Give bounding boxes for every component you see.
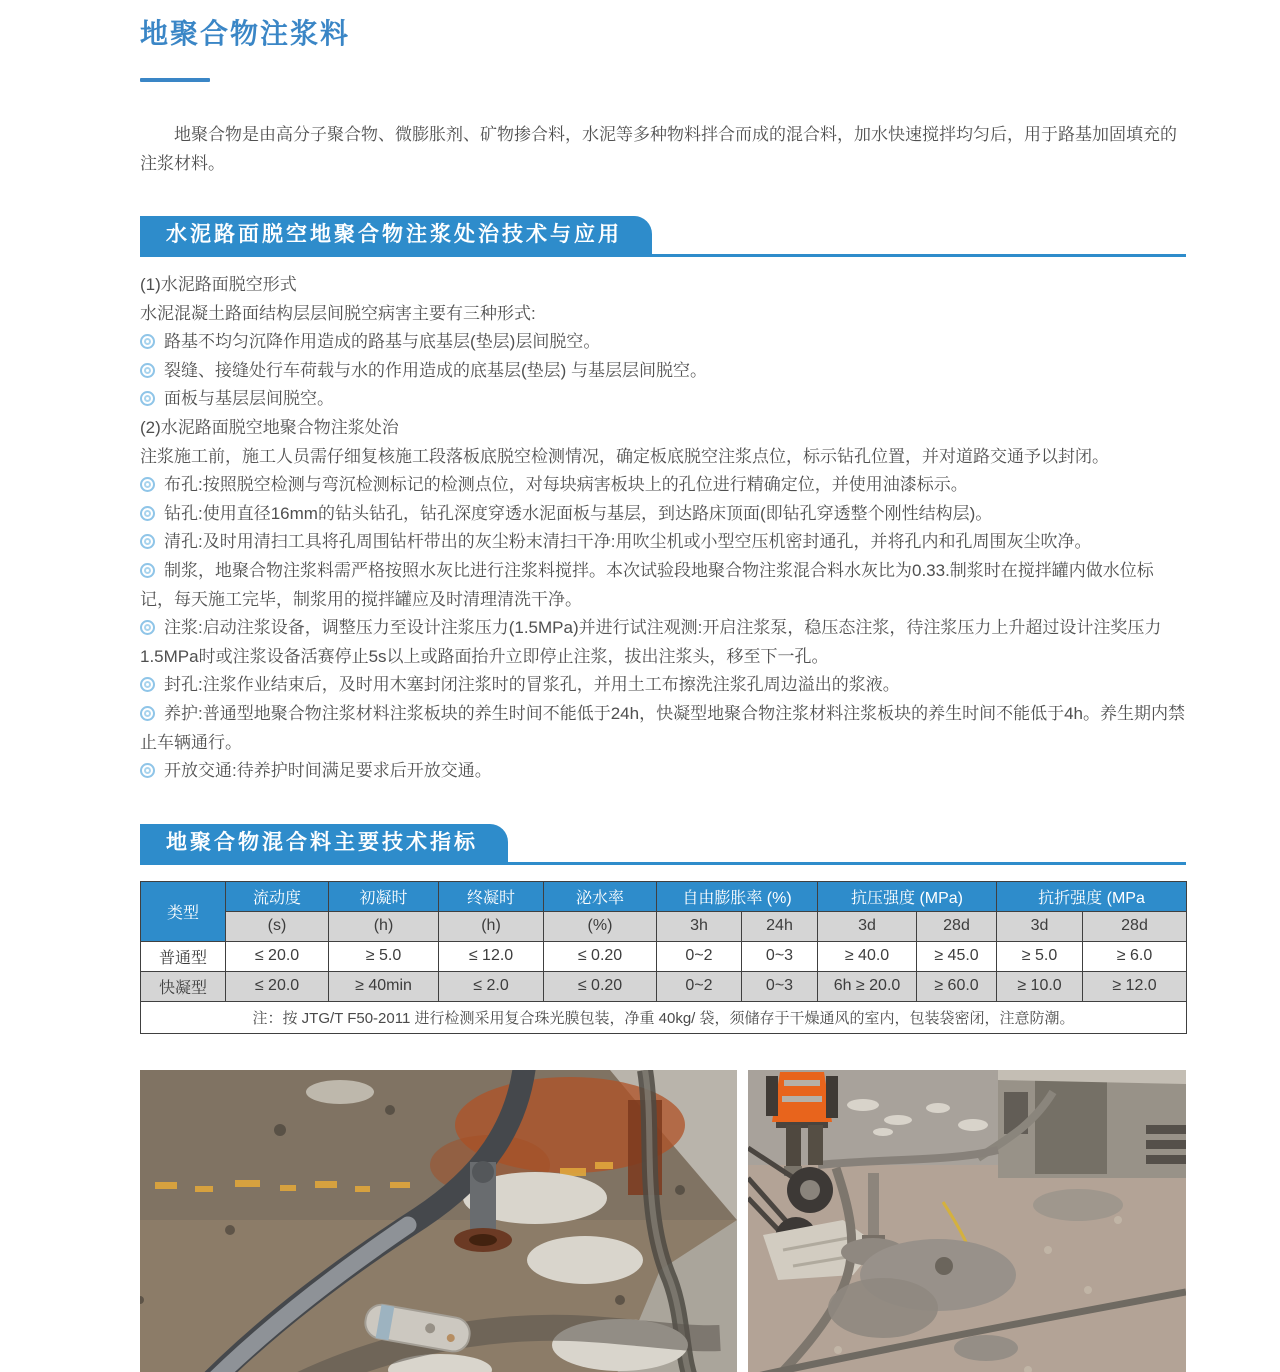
section1-banner-rule bbox=[140, 216, 1186, 257]
cell: 0~2 bbox=[657, 941, 742, 971]
unit-cell: (s) bbox=[226, 911, 329, 941]
ring-bullet-icon bbox=[140, 620, 155, 635]
ring-bullet-icon bbox=[140, 706, 155, 721]
list-item: 制浆，地聚合物注浆料需严格按照水灰比进行注浆料搅拌。本次试验段地聚合物注浆混合料水灰比为0.33.制浆时在搅拌罐内做水位标记，每天施工完毕，制浆用的搅拌罐应及时清理清洗干净。 bbox=[140, 560, 1154, 609]
grouting-site-photo bbox=[748, 1070, 1186, 1372]
cell: ≥ 12.0 bbox=[1083, 971, 1187, 1001]
list-item: 水泥混凝土路面结构层层间脱空病害主要有三种形式: bbox=[140, 303, 536, 323]
table-note: 注：按 JTG/T F50-2011 进行检测采用复合珠光膜包装，净重 40kg/ 袋，须储存于干燥通风的室内，包装袋密闭，注意防潮。 bbox=[141, 1001, 1187, 1033]
cell: ≥ 10.0 bbox=[997, 971, 1083, 1001]
cell: ≥ 40min bbox=[329, 971, 439, 1001]
ring-bullet-icon bbox=[140, 363, 155, 378]
list-item: 开放交通:待养护时间满足要求后开放交通。 bbox=[140, 757, 1186, 786]
page-content bbox=[140, 0, 1186, 1372]
unit-cell: (%) bbox=[544, 911, 657, 941]
row-type: 普通型 bbox=[141, 941, 226, 971]
list-item: 钻孔:使用直径16mm的钻头钻孔，钻孔深度穿透水泥面板与基层，到达路床顶面(即钻孔穿透整个刚性结构层)。 bbox=[140, 500, 1186, 529]
ring-bullet-icon bbox=[140, 677, 155, 692]
table-row bbox=[141, 941, 1187, 971]
list-item: (1)水泥路面脱空形式 bbox=[140, 275, 297, 294]
list-item: 路基不均匀沉降作用造成的路基与底基层(垫层)层间脱空。 bbox=[140, 328, 1186, 357]
col-header: 流动度 bbox=[226, 881, 329, 911]
row-type: 快凝型 bbox=[141, 971, 226, 1001]
col-header: 终凝时 bbox=[439, 881, 544, 911]
section2-banner: 地聚合物混合料主要技术指标 bbox=[140, 824, 508, 862]
list-item: 裂缝、接缝处行车荷载与水的作用造成的底基层(垫层) 与基层层间脱空。 bbox=[140, 357, 1186, 386]
cell: ≤ 12.0 bbox=[439, 941, 544, 971]
cell: ≥ 5.0 bbox=[329, 941, 439, 971]
cell: 6h ≥ 20.0 bbox=[818, 971, 917, 1001]
cell: ≥ 60.0 bbox=[917, 971, 997, 1001]
ring-bullet-icon bbox=[140, 534, 155, 549]
cell: ≤ 0.20 bbox=[544, 971, 657, 1001]
ring-bullet-icon bbox=[140, 763, 155, 778]
group-header: 抗折强度 (MPa bbox=[997, 881, 1187, 911]
unit-cell: (h) bbox=[439, 911, 544, 941]
cell: ≥ 5.0 bbox=[997, 941, 1083, 971]
cell: ≥ 45.0 bbox=[917, 941, 997, 971]
intro-paragraph: 地聚合物是由高分子聚合物、微膨胀剂、矿物掺合料，水泥等多种物料拌合而成的混合料，加水快速搅拌均匀后，用于路基加固填充的注浆材料。 bbox=[140, 125, 1177, 173]
cell: 0~3 bbox=[742, 971, 818, 1001]
ring-bullet-icon bbox=[140, 563, 155, 578]
sub-header: 3h bbox=[657, 911, 742, 941]
section1-banner: 水泥路面脱空地聚合物注浆处治技术与应用 bbox=[140, 216, 652, 254]
ring-bullet-icon bbox=[140, 506, 155, 521]
cell: ≤ 20.0 bbox=[226, 971, 329, 1001]
sub-header: 28d bbox=[917, 911, 997, 941]
cell: ≤ 0.20 bbox=[544, 941, 657, 971]
cell: 0~3 bbox=[742, 941, 818, 971]
sub-header: 24h bbox=[742, 911, 818, 941]
section1-body bbox=[140, 271, 1186, 786]
cell: ≤ 20.0 bbox=[226, 941, 329, 971]
ring-bullet-icon bbox=[140, 391, 155, 406]
photo-row bbox=[140, 1070, 1186, 1372]
grouting-hose-photo bbox=[140, 1070, 737, 1372]
section2-banner-rule bbox=[140, 824, 1186, 865]
sub-header: 28d bbox=[1083, 911, 1187, 941]
unit-cell: (h) bbox=[329, 911, 439, 941]
list-item: (2)水泥路面脱空地聚合物注浆处治 bbox=[140, 417, 399, 437]
list-item: 清孔:及时用清扫工具将孔周围钻杆带出的灰尘粉末清扫干净:用吹尘机或小型空压机密封通孔，并将孔内和孔周围灰尘吹净。 bbox=[140, 528, 1186, 557]
ring-bullet-icon bbox=[140, 334, 155, 349]
title-underline bbox=[140, 78, 210, 82]
col-header: 泌水率 bbox=[544, 881, 657, 911]
table-row bbox=[141, 971, 1187, 1001]
spec-table bbox=[140, 881, 1187, 1034]
list-item: 注浆:启动注浆设备，调整压力至设计注浆压力(1.5MPa)并进行试注观测:开启注浆泵，稳压态注浆，待注浆压力上升超过设计注奖压力1.5MPa时或注浆设备活赛停止5s以上或路面抬升立即停止注浆，拔出注浆头，移至下一孔。 bbox=[140, 618, 1162, 666]
list-item: 封孔:注浆作业结束后，及时用木塞封闭注浆时的冒浆孔，并用土工布擦洗注浆孔周边溢出的浆液。 bbox=[140, 671, 1186, 700]
list-item: 布孔:按照脱空检测与弯沉检测标记的检测点位，对每块病害板块上的孔位进行精确定位，并使用油漆标示。 bbox=[140, 471, 1186, 500]
sub-header: 3d bbox=[818, 911, 917, 941]
list-item: 注浆施工前，施工人员需仔细复核施工段落板底脱空检测情况，确定板底脱空注浆点位，标示钻孔位置，并对道路交通予以封闭。 bbox=[140, 446, 1109, 466]
group-header: 自由膨胀率 (%) bbox=[657, 881, 818, 911]
ring-bullet-icon bbox=[140, 477, 155, 492]
cell: ≥ 40.0 bbox=[818, 941, 917, 971]
group-header: 抗压强度 (MPa) bbox=[818, 881, 997, 911]
sub-header: 3d bbox=[997, 911, 1083, 941]
page-title: 地聚合物注浆料 bbox=[140, 18, 351, 49]
col-header: 初凝时 bbox=[329, 881, 439, 911]
cell: 0~2 bbox=[657, 971, 742, 1001]
table-corner-header: 类型 bbox=[141, 881, 226, 941]
list-item: 面板与基层层间脱空。 bbox=[140, 385, 1186, 414]
cell: ≤ 2.0 bbox=[439, 971, 544, 1001]
list-item: 养护:普通型地聚合物注浆材料注浆板块的养生时间不能低于24h，快凝型地聚合物注浆材料注浆板块的养生时间不能低于4h。养生期内禁止车辆通行。 bbox=[140, 703, 1185, 752]
cell: ≥ 6.0 bbox=[1083, 941, 1187, 971]
